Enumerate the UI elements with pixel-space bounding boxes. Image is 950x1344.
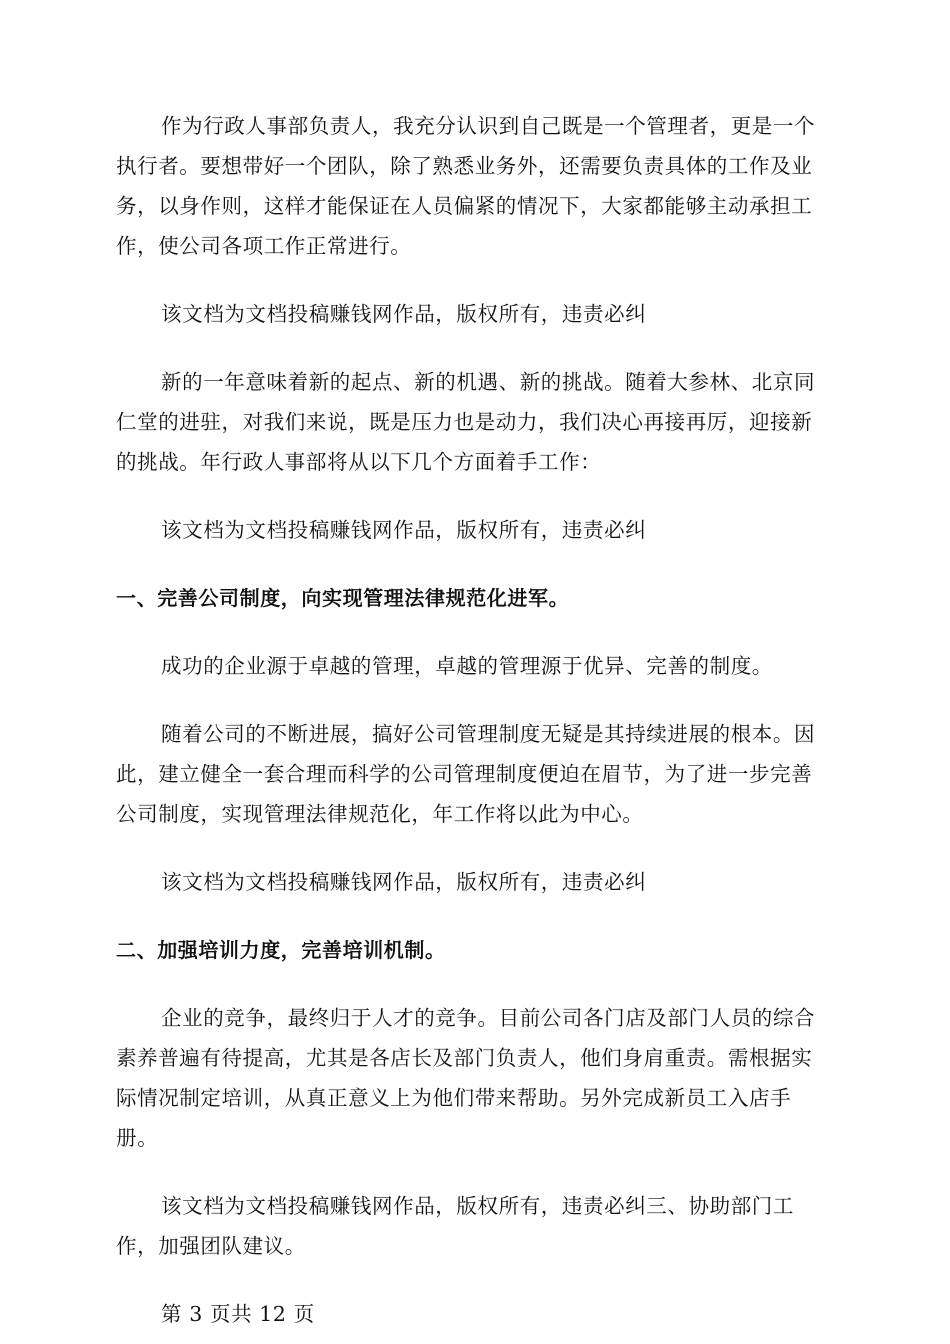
paragraph-2: 新的一年意味着新的起点、新的机遇、新的挑战。随着大参林、北京同仁堂的进驻，对我们来说，既是压力也是动力，我们决心再接再厉，迎接新的挑战。年行政人事部将从以下几个方面着手工作： <box>116 370 816 474</box>
paragraph-4: 随着公司的不断进展，搞好公司管理制度无疑是其持续进展的根本。因此，建立健全一套合理而科学的公司管理制度便迫在眉节，为了进一步完善公司制度，实现管理法律规范化，年工作将以此为中心。 <box>116 722 816 826</box>
copyright-notice-3: 该文档为文档投稿赚钱网作品，版权所有，违责必纠 <box>161 870 647 894</box>
section-heading-1: 一、完善公司制度，向实现管理法律规范化进军。 <box>116 586 570 610</box>
paragraph-1: 作为行政人事部负责人，我充分认识到自己既是一个管理者，更是一个执行者。要想带好一个团队，除了熟悉业务外，还需要负责具体的工作及业务，以身作则，这样才能保证在人员偏紧的情况下，大家都能够主动承担工作，使公司各项工作正常进行。 <box>116 114 816 258</box>
section-heading-2: 二、加强培训力度，完善培训机制。 <box>116 938 446 962</box>
copyright-notice-2: 该文档为文档投稿赚钱网作品，版权所有，违责必纠 <box>161 518 647 542</box>
copyright-notice-1: 该文档为文档投稿赚钱网作品，版权所有，违责必纠 <box>161 302 647 326</box>
paragraph-5: 企业的竞争，最终归于人才的竞争。目前公司各门店及部门人员的综合素养普遍有待提高，尤其是各店长及部门负责人，他们身肩重责。需根据实际情况制定培训，从真正意义上为他们带来帮助。另外完成新员工入店手册。 <box>116 1006 816 1150</box>
document-body <box>116 106 832 1334</box>
paragraph-3: 成功的企业源于卓越的管理，卓越的管理源于优异、完善的制度。 <box>161 654 773 678</box>
paragraph-6: 该文档为文档投稿赚钱网作品，版权所有，违责必纠三、协助部门工作，加强团队建议。 <box>116 1194 794 1258</box>
page-number: 第 3 页共 12 页 <box>161 1302 315 1326</box>
